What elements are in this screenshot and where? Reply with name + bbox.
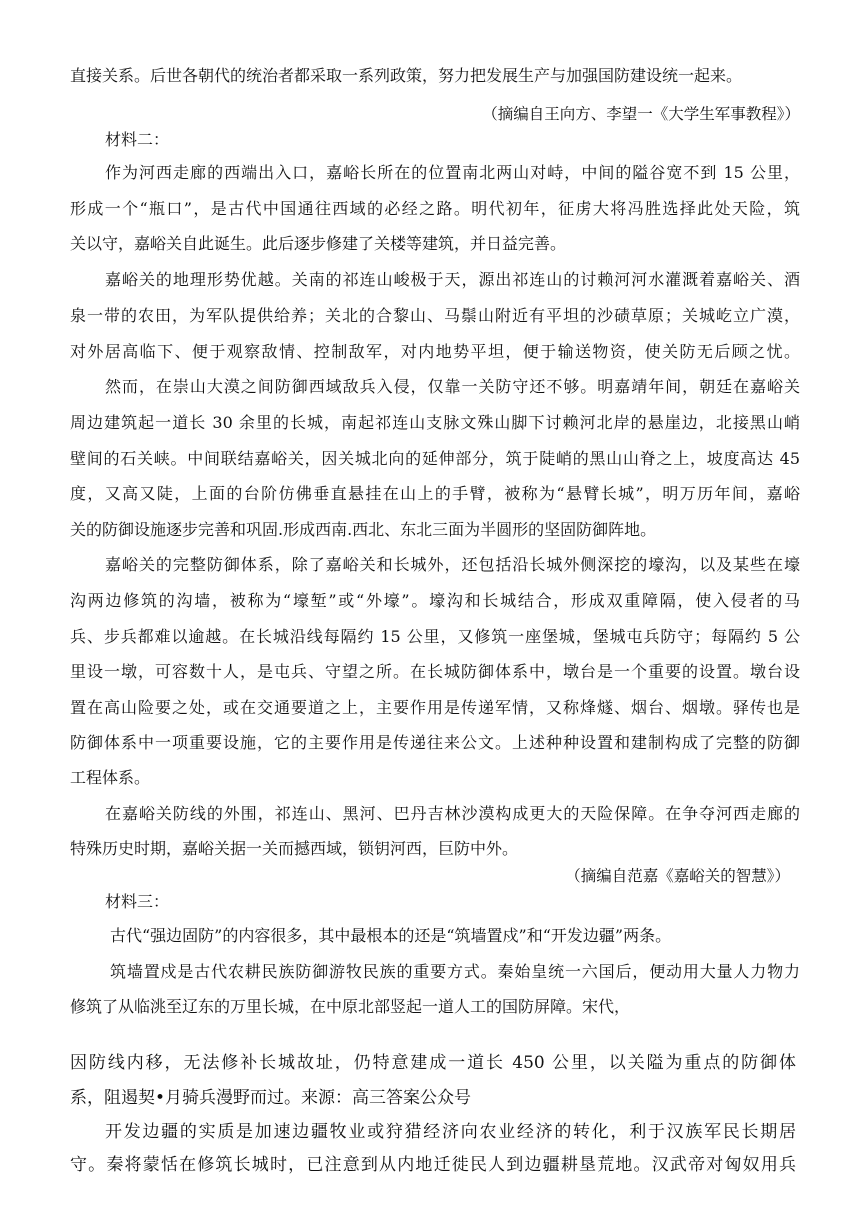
source-citation: （摘编自范嘉《嘉峪关的智慧》） (565, 867, 790, 885)
paragraph-line: 关的防御设施逐步完善和巩固.形成西南.西北、东北三面为半圆形的坚固防御阵地。 (70, 520, 657, 539)
paragraph-line: 关以守，嘉峪关自此诞生。此后逐步修建了关楼等建筑，并日益完善。 (70, 234, 567, 253)
paragraph-line: 防御体系中一项重要设施，它的主要作用是传递往来公文。上述种种设置和建制构成了完整的防御 (70, 733, 800, 752)
paragraph-line: 对外居高临下、便于观察敌情、控制敌军，对内地势平坦，便于输送物资，使关防无后顾之忧。 (70, 342, 800, 361)
paragraph-line: 工程体系。 (70, 768, 151, 787)
paragraph-line: 里设一墩，可容数十人，是屯兵、守望之所。在长城防御体系中，墩台是一个重要的设置。墩台设 (70, 662, 800, 681)
paragraph-line: 守。秦将蒙恬在修筑长城时，已注意到从内地迁徙民人到边疆耕垦荒地。汉武帝对匈奴用兵 (70, 1155, 796, 1175)
paragraph-line: 作为河西走廊的西端出入口，嘉峪长所在的位置南北两山对峙，中间的隘谷宽不到 15 公里， (105, 163, 800, 182)
paragraph-line: 泉一带的农田，为军队提供给养；关北的合黎山、马鬃山附近有平坦的沙碛草原；关城屹立广漠， (70, 306, 800, 325)
paragraph-line: 系，阻遏契•月骑兵漫野而过。来源：高三答案公众号 (70, 1088, 472, 1108)
paragraph-line: 兵、步兵都难以逾越。在长城沿线每隔约 15 公里，又修筑一座堡城，堡城屯兵防守；每隔约 5 公 (70, 627, 800, 646)
paragraph-line: 壁间的石关峡。中间联结嘉峪关，因关城北向的延伸部分，筑于陡峭的黑山山脊之上，坡度高达 45 (70, 449, 800, 468)
paragraph-line: 周边建筑起一道长 30 余里的长城，南起祁连山支脉文殊山脚下讨赖河北岸的悬崖边，北接黑山峭 (70, 413, 800, 432)
paragraph-line: 直接关系。后世各朝代的统治者都采取一系列政策，努力把发展生产与加强国防建设统一起来。 (70, 66, 743, 85)
paragraph-line: 嘉峪关的完整防御体系，除了嘉峪关和长城外，还包括沿长城外侧深挖的壕沟，以及某些在壕 (105, 555, 800, 574)
paragraph-line: 筑墙置戍是古代农耕民族防御游牧民族的重要方式。秦始皇统一六国后，便动用大量人力物力 (110, 962, 800, 981)
paragraph-line: 在嘉峪关防线的外围，祁连山、黑河、巴丹吉林沙漠构成更大的天险保障。在争夺河西走廊的 (105, 804, 800, 823)
paragraph-line: 度，又高又陡，上面的台阶仿佛垂直悬挂在山上的手臂，被称为“悬臂长城”，明万历年间，嘉峪 (70, 484, 800, 503)
paragraph-line: 因防线内移，无法修补长城故址，仍特意建成一道长 450 公里，以关隘为重点的防御体 (70, 1053, 796, 1073)
paragraph-line: 修筑了从临洮至辽东的万里长城，在中原北部竖起一道人工的国防屏障。宋代， (70, 997, 631, 1016)
section-heading: 材料二： (105, 130, 170, 149)
paragraph-line: 开发边疆的实质是加速边疆牧业或狩猎经济向农业经济的转化，利于汉族军民长期居 (105, 1122, 796, 1142)
section-heading: 材料三： (105, 892, 170, 911)
paragraph-line: 古代“强边固防”的内容很多，其中最根本的还是“筑墙置戍”和“开发边疆”两条。 (110, 926, 672, 945)
paragraph-line: 形成一个“瓶口”，是古代中国通往西域的必经之路。明代初年，征虏大将冯胜选择此处天险，筑 (70, 199, 800, 218)
paragraph-line: 然而，在崇山大漠之间防御西域敌兵入侵，仅靠一关防守还不够。明嘉靖年间，朝廷在嘉峪关 (105, 377, 800, 396)
paragraph-line: 特殊历史时期，嘉峪关据一关而撼西域，锁钥河西，巨防中外。 (70, 839, 519, 858)
paragraph-line: 置在高山险要之处，或在交通要道之上，主要作用是传递军情，又称烽燧、烟台、烟墩。驿传也是 (70, 698, 800, 717)
source-citation: （摘编自王向方、李望一《大学生军事教程》） (482, 105, 800, 123)
paragraph-line: 沟两边修筑的沟墙，被称为“壕堑”或“外壕”。壕沟和长城结合，形成双重障隔，使入侵者的马 (70, 591, 800, 610)
paragraph-line: 嘉峪关的地理形势优越。关南的祁连山峻极于天，源出祁连山的讨赖河河水灌溉着嘉峪关、酒 (105, 270, 800, 289)
